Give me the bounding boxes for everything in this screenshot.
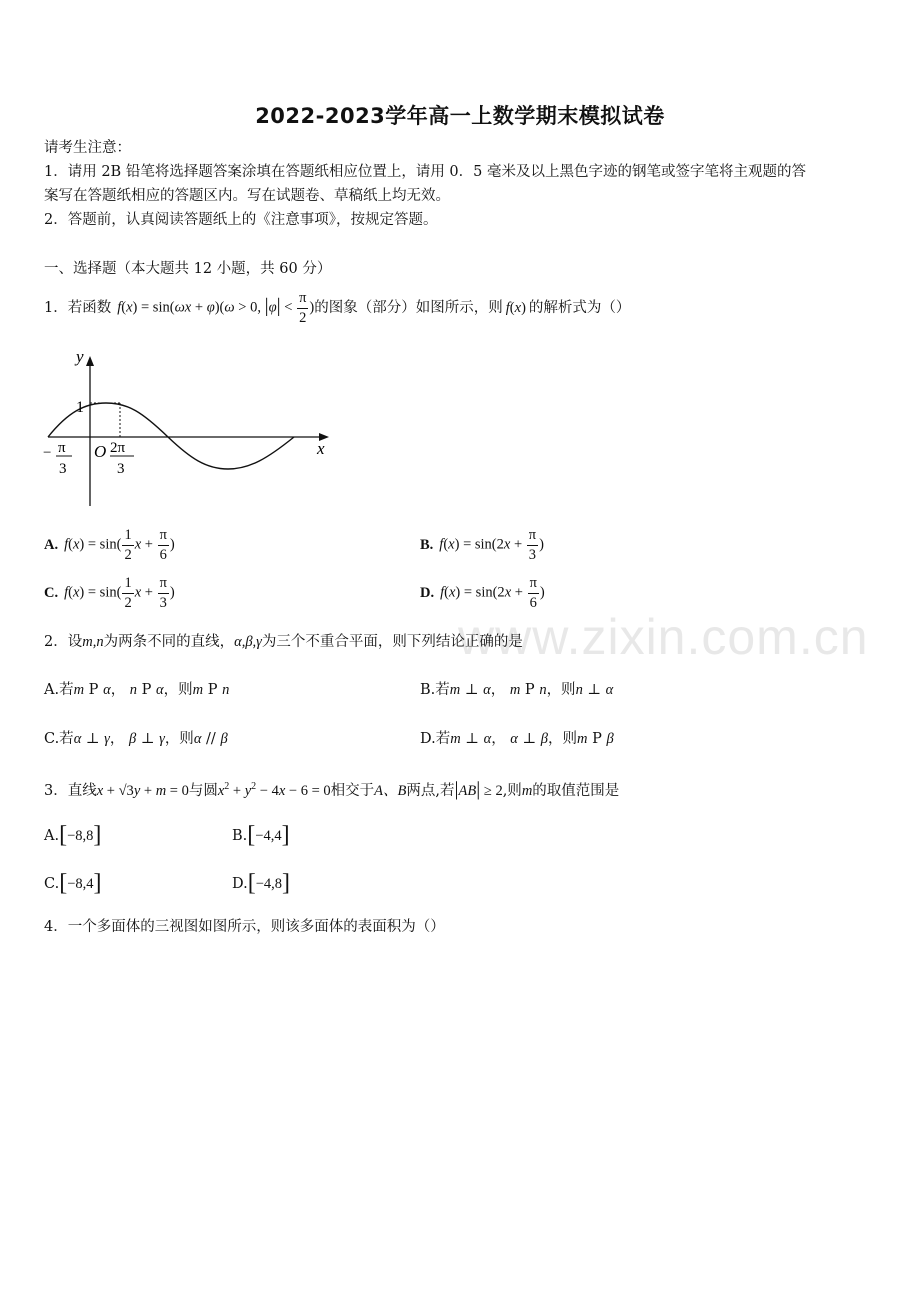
q1-option-b[interactable]: B. f(x) = sin(2x + $\frac{\pi}{3}$ ) (420, 527, 544, 563)
q1-option-a[interactable]: A. f(x) = sin( $\frac{1}{2}$ x + $\frac{\pi}{6}$ ) (44, 527, 175, 563)
q2-option-d[interactable]: D.若m ⊥ α， α ⊥ β，则m P β (420, 731, 614, 747)
q2-prefix: 2．设 (44, 634, 83, 650)
q2-option-c[interactable]: C.若α ⊥ γ， β ⊥ γ，则α // β (44, 731, 228, 747)
notice-line-2: 案写在答题纸相应的答题区内。写在试题卷、草稿纸上均无效。 (44, 188, 450, 204)
q1-function-formula: f(x) = sin(ωx + φ)(ω > 0, |φ| < $\frac{\pi}{2}$ ) (117, 290, 315, 326)
y-tick-one: 1 (76, 399, 84, 416)
neg-pi-den: 3 (59, 461, 67, 477)
neg-sign: − (43, 445, 52, 461)
q1-option-d[interactable]: D. f(x) = sin(2x + $\frac{\pi}{6}$ ) (420, 575, 545, 611)
section-heading: 一、选择题（本大题共 12 小题，共 60 分） (44, 261, 332, 277)
page-title: 2022-2023学年高一上数学期末模拟试卷 (255, 104, 665, 128)
q2-option-a[interactable]: A.若m P α， n P α，则m P n (44, 682, 230, 698)
origin-label: O (94, 442, 107, 461)
q3-option-b[interactable]: B.[−4,4] (232, 822, 290, 848)
q3-option-d[interactable]: D.[−4,8] (232, 870, 291, 896)
question-3: 3．直线x + √3y + m = 0与圆$x^2 + y^2 - 4x - 6 = 0$相交于A、B两点,若|AB| ≥ 2,则m的取值范围是 (44, 777, 620, 800)
q1-mid: 的图象（部分）如图所示，则 (314, 300, 503, 316)
q3-option-c[interactable]: C.[−8,4] (44, 870, 102, 896)
q3-option-a[interactable]: A.[−8,8] (44, 822, 102, 848)
notice-heading: 请考生注意： (44, 140, 131, 156)
q1-prefix: 1．若函数 (44, 300, 112, 316)
question-1 (44, 286, 630, 330)
notice-line-3: 2．答题前，认真阅读答题纸上的《注意事项》，按规定答题。 (44, 212, 438, 228)
sine-curve (48, 403, 294, 469)
neg-pi-num: π (58, 440, 66, 456)
x-label: x (317, 439, 325, 458)
question-2: 2．设m,n为两条不同的直线，α,β,γ为三个不重合平面，则下列结论正确的是 (44, 634, 523, 650)
y-label: y (76, 347, 84, 366)
q1-sine-graph (40, 340, 340, 512)
q1-fx: f(x) (505, 300, 526, 316)
two-pi-den: 3 (117, 461, 125, 477)
q2-suffix: 为三个不重合平面，则下列结论正确的是 (261, 634, 523, 650)
q1-suffix: 的解析式为（） (528, 300, 631, 316)
question-4: 4．一个多面体的三视图如图所示，则该多面体的表面积为（） (44, 919, 445, 935)
q2-mid: 为两条不同的直线， (103, 634, 235, 650)
notice-line-1: 1．请用 2B 铅笔将选择题答案涂填在答题纸相应位置上，请用 0．5 毫米及以上黑色字迹的钢笔或签字笔将主观题的答 (44, 164, 806, 180)
watermark: www.zixin.com.cn (458, 609, 869, 665)
q2-option-b[interactable]: B.若m ⊥ α， m P n，则n ⊥ α (420, 682, 614, 698)
q1-option-c[interactable]: C. f(x) = sin( $\frac{1}{2}$ x + $\frac{\pi}{3}$ ) (44, 575, 175, 611)
y-axis-arrow-icon (86, 356, 94, 366)
two-pi-num: 2π (110, 440, 126, 456)
